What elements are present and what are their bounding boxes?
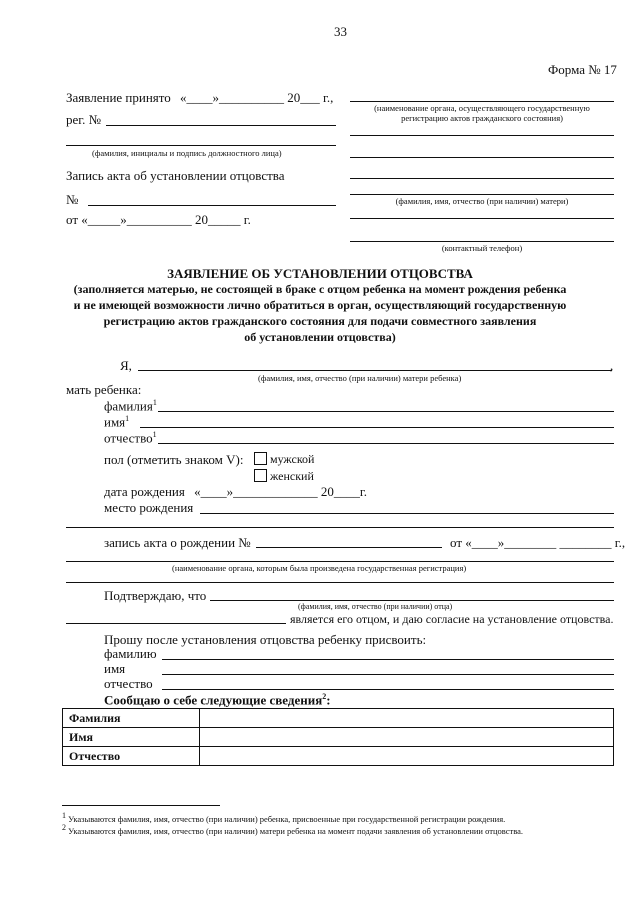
birth-record-label: запись акта о рождении № bbox=[104, 535, 251, 550]
footnote-2: $^2$ Указываются фамилия, имя, отчество (при наличии) матери ребенка на момент подачи заявления об установлении отцовства. bbox=[62, 823, 524, 836]
patronymic-field[interactable] bbox=[158, 443, 614, 444]
confirm-label: Подтверждаю, что bbox=[104, 588, 207, 603]
page-number: 33 bbox=[334, 24, 347, 39]
table-row bbox=[63, 747, 614, 766]
title-sub-4: об установлении отцовства) bbox=[244, 330, 396, 344]
mother-field-1[interactable] bbox=[350, 157, 614, 158]
assign-label: Прошу после установления отцовства ребенку присвоить: bbox=[104, 632, 427, 647]
mother-field-3[interactable] bbox=[350, 194, 614, 195]
official-caption: (фамилия, инициалы и подпись должностного лица) bbox=[92, 148, 282, 158]
accepted-date[interactable]: «____»__________ 20___ г., bbox=[180, 90, 334, 105]
info-name-value[interactable] bbox=[200, 728, 614, 747]
surname-label: фамилия$^1$ bbox=[104, 398, 157, 414]
female-checkbox[interactable] bbox=[254, 469, 267, 482]
birth-place-field[interactable] bbox=[200, 513, 614, 514]
male-label: мужской bbox=[270, 452, 315, 466]
female-label: женский bbox=[270, 469, 314, 483]
registrar-field-2[interactable] bbox=[66, 582, 614, 583]
name-label: имя$^1$ bbox=[104, 414, 130, 430]
birth-record-number-field[interactable] bbox=[256, 547, 442, 548]
assign-patronymic-field[interactable] bbox=[162, 689, 614, 690]
assign-name-label: имя bbox=[104, 661, 126, 676]
address-field[interactable] bbox=[350, 218, 614, 219]
title-sub-1: (заполняется матерью, не состоящей в браке с отцом ребенка на момент рождения ребенка bbox=[73, 282, 567, 296]
info-patronymic-value[interactable] bbox=[200, 747, 614, 766]
about-label: Сообщаю о себе следующие сведения$^2$: bbox=[104, 692, 331, 708]
official-signature-field[interactable] bbox=[66, 145, 336, 146]
phone-caption: (контактный телефон) bbox=[441, 243, 523, 253]
accepted-label: Заявление принято «____»__________ 20___ г., bbox=[66, 90, 334, 105]
document-title: ЗАЯВЛЕНИЕ ОБ УСТАНОВЛЕНИИ ОТЦОВСТВА bbox=[167, 266, 473, 281]
record-number-field[interactable] bbox=[88, 205, 336, 206]
info-surname-value[interactable] bbox=[200, 709, 614, 728]
authority-caption-1: (наименование органа, осуществляющего государственную bbox=[374, 103, 590, 113]
title-sub-3: регистрацию актов гражданского состояния для подачи совместного заявления bbox=[103, 314, 537, 328]
birth-date-label: дата рождения «____»_____________ 20____г. bbox=[104, 484, 367, 499]
mother-caption: (фамилия, имя, отчество (при наличии) матери) bbox=[395, 196, 569, 206]
registrar-field[interactable] bbox=[66, 561, 614, 562]
record-label: Запись акта об установлении отцовства bbox=[66, 168, 285, 183]
footnote-divider bbox=[62, 805, 220, 806]
birth-place-field-2[interactable] bbox=[66, 527, 614, 528]
reg-label: рег. № bbox=[66, 112, 102, 127]
assign-name-field[interactable] bbox=[162, 674, 614, 675]
patronymic-label: отчество$^1$ bbox=[104, 430, 157, 446]
birth-place-label: место рождения bbox=[104, 500, 194, 515]
footnote-1: $^1$ Указываются фамилия, имя, отчество (при наличии) ребенка, присвоенные при государственной регистрации рождения. bbox=[62, 811, 506, 824]
birth-date-field[interactable]: «____»_____________ 20____г. bbox=[194, 484, 367, 499]
info-table bbox=[62, 708, 614, 766]
i-caption: (фамилия, имя, отчество (при наличии) матери ребенка) bbox=[258, 373, 462, 383]
father-caption: (фамилия, имя, отчество (при наличии) отца) bbox=[298, 602, 453, 611]
info-surname-label: Фамилия bbox=[63, 709, 200, 728]
authority-field[interactable] bbox=[350, 101, 614, 102]
assign-surname-field[interactable] bbox=[162, 659, 614, 660]
male-checkbox[interactable] bbox=[254, 452, 267, 465]
mother-field-2[interactable] bbox=[350, 178, 614, 179]
father-statement: является его отцом, и даю согласие на установление отцовства. bbox=[290, 612, 614, 626]
i-label: Я, bbox=[120, 358, 132, 373]
assign-surname-label: фамилию bbox=[104, 646, 157, 661]
mother-full-name-field[interactable] bbox=[138, 370, 612, 371]
surname-field[interactable] bbox=[158, 411, 614, 412]
authority-field-2[interactable] bbox=[350, 135, 614, 136]
record-number-sign: № bbox=[66, 192, 79, 207]
record-date[interactable]: от «_____»__________ 20_____ г. bbox=[66, 212, 251, 227]
table-row bbox=[63, 709, 614, 728]
name-field[interactable] bbox=[140, 427, 614, 428]
info-name-label: Имя bbox=[63, 728, 200, 747]
form-number: Форма № 17 bbox=[548, 62, 617, 77]
father-name-field-2[interactable] bbox=[66, 623, 286, 624]
assign-patronymic-label: отчество bbox=[104, 676, 153, 691]
sex-label: пол (отметить знаком V): bbox=[104, 452, 244, 467]
registrar-caption: (наименование органа, которым была произведена государственная регистрация) bbox=[172, 563, 467, 573]
mother-label: мать ребенка: bbox=[66, 382, 142, 397]
authority-caption-2: регистрацию актов гражданского состояния) bbox=[401, 113, 563, 123]
birth-record-date[interactable]: от «____»________ ________ г., bbox=[450, 535, 626, 550]
table-row bbox=[63, 728, 614, 747]
father-name-field[interactable] bbox=[210, 600, 614, 601]
phone-field[interactable] bbox=[350, 241, 614, 242]
reg-number-field[interactable] bbox=[106, 125, 336, 126]
info-patronymic-label: Отчество bbox=[63, 747, 200, 766]
title-sub-2: и не имеющей возможности лично обратиться в орган, осуществляющий государственную bbox=[73, 298, 567, 312]
